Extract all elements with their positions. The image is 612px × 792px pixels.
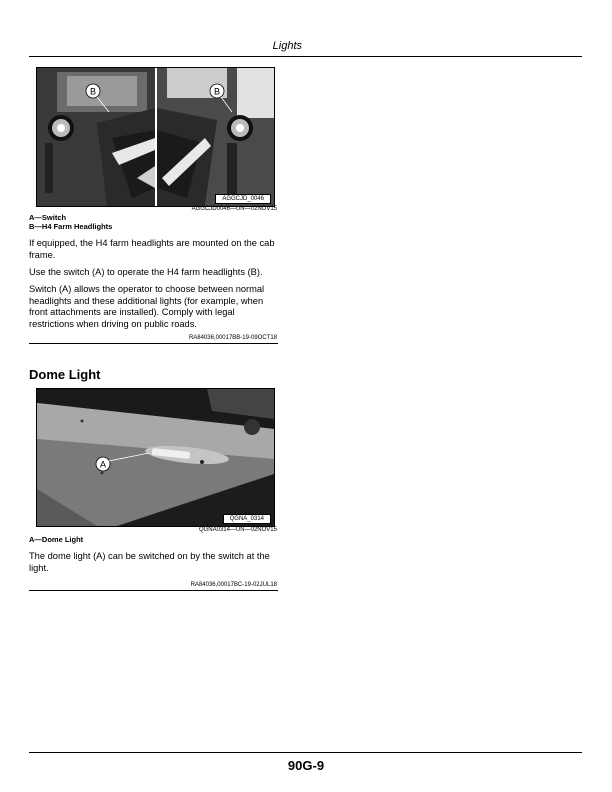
legend-item: A—Switch xyxy=(29,213,67,222)
figure-tag: AGGCJD_0046 xyxy=(215,194,271,204)
figure-reference: QGNA0314—UN—02NOV15 xyxy=(198,527,277,533)
section-reference: RA84036,00017BC-19-02JUL18 xyxy=(190,582,277,588)
legend-item: B—H4 Farm Headlights xyxy=(29,222,113,231)
page-header-title: Lights xyxy=(272,40,302,52)
callout-b-left: B xyxy=(89,86,97,97)
legend-item: A—Dome Light xyxy=(29,535,84,544)
section-rule xyxy=(29,590,278,591)
header-rule xyxy=(29,56,582,57)
figure-tag: QGNA_0314 xyxy=(223,514,271,524)
footer-rule xyxy=(29,752,582,753)
page-number: 90G-9 xyxy=(287,758,325,773)
paragraph: If equipped, the H4 farm headlights are mounted on the cab frame. xyxy=(29,238,275,260)
paragraph: Use the switch (A) to operate the H4 farm headlights (B). xyxy=(29,267,263,277)
callout-b-right: B xyxy=(213,86,221,97)
callout-a: A xyxy=(99,459,107,470)
paragraph: Switch (A) allows the operator to choose between normal headlights and these additional lights (for example, when front attachments are installed). Comply with legal restrictions when driving on public roads. xyxy=(29,284,265,329)
figure-legend xyxy=(29,213,112,231)
figure-legend xyxy=(29,535,83,544)
headlights-figure xyxy=(36,67,275,207)
paragraph: The dome light (A) can be switched on by the switch at the light. xyxy=(29,551,270,573)
section-heading: Dome Light xyxy=(29,367,101,382)
section-rule xyxy=(29,343,278,344)
section-reference: RA84036,00017BB-19-09OCT18 xyxy=(188,335,277,341)
headlights-photo xyxy=(37,68,274,206)
dome-light-figure xyxy=(36,388,275,527)
figure-reference: AGGCJD0046—UN—02NOV15 xyxy=(191,206,277,212)
dome-light-photo xyxy=(37,389,274,526)
